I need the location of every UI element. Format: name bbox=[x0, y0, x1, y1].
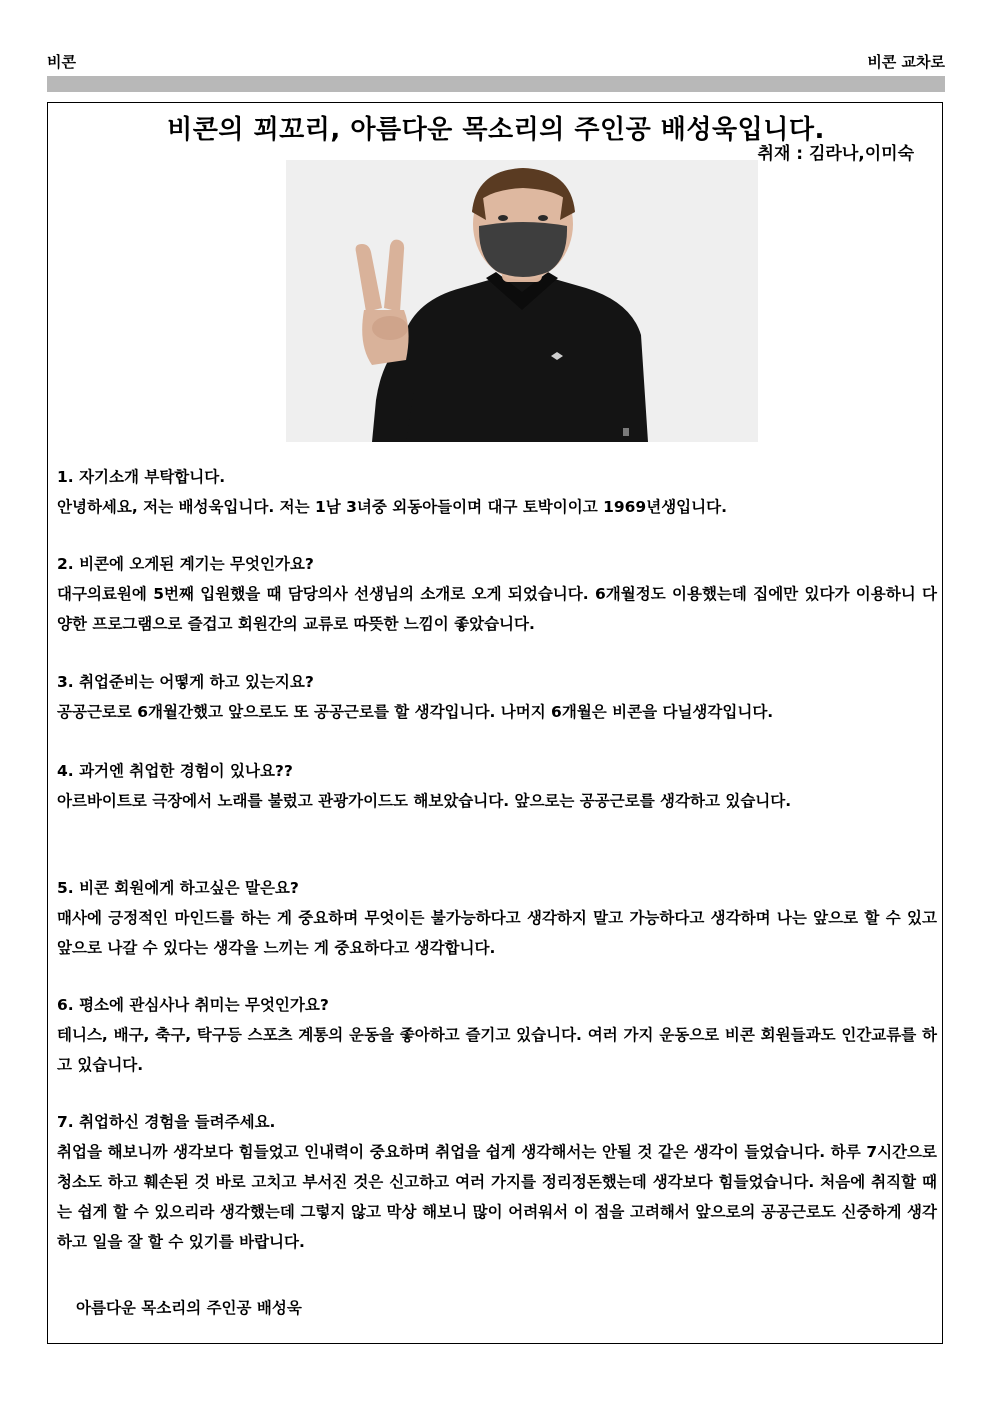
answer-1: 안녕하세요, 저는 배성욱입니다. 저는 1남 3녀중 외동아들이며 대구 토박이이고 1969년생입니다. bbox=[57, 498, 727, 516]
qa-item-3 bbox=[57, 667, 937, 727]
person-peace-sign-photo bbox=[286, 160, 758, 442]
article-frame bbox=[47, 102, 943, 1344]
answer-7: 취업을 해보니까 생각보다 힘들었고 인내력이 중요하며 취업을 쉽게 생각해서는 안될 것 같은 생각이 들었습니다. 하루 7시간으로 청소도 하고 훼손된 것 바로 고치고 부서진 것은 신고하고 여러 가지를 정리정돈했는데 생각보다 힘들었습니다. 처음에 취직할 때는 쉽게 할 수 있으리라 생각했는데 그렇지 않고 막상 해보니 많이 어려워서 이 점을 고려해서 앞으로의 공공근로도 신중하게 생각하고 일을 잘 할 수 있기를 바랍니다. bbox=[57, 1143, 937, 1251]
answer-4: 아르바이트로 극장에서 노래를 불렀고 관광가이드도 해보았습니다. 앞으로는 공공근로를 생각하고 있습니다. bbox=[57, 792, 792, 810]
question-5: 5. 비콘 회원에게 하고싶은 말은요? bbox=[57, 879, 299, 897]
article-title: 비콘의 꾀꼬리, 아름다운 목소리의 주인공 배성욱입니다. bbox=[167, 115, 825, 145]
answer-2: 대구의료원에 5번째 입원했을 때 담당의사 선생님의 소개로 오게 되었습니다. 6개월정도 이용했는데 집에만 있다가 이용하니 다양한 프로그램으로 즐겁고 회원간의 교류로 따뜻한 느낌이 좋았습니다. bbox=[57, 585, 937, 633]
closing-line: 아름다운 목소리의 주인공 배성욱 bbox=[76, 1299, 302, 1317]
qa-item-5 bbox=[57, 873, 937, 963]
qa-item-7 bbox=[57, 1107, 937, 1257]
answer-3: 공공근로로 6개월간했고 앞으로도 또 공공근로를 할 생각입니다. 나머지 6개월은 비콘을 다닐생각입니다. bbox=[57, 703, 774, 721]
qa-item-2 bbox=[57, 549, 937, 639]
question-3: 3. 취업준비는 어떻게 하고 있는지요? bbox=[57, 673, 314, 691]
header-bar bbox=[47, 76, 945, 92]
qa-item-6 bbox=[57, 990, 937, 1080]
question-1: 1. 자기소개 부탁합니다. bbox=[57, 468, 226, 486]
reporter-credit: 취재 : 김라나,이미숙 bbox=[757, 144, 914, 164]
question-4: 4. 과거엔 취업한 경험이 있나요?? bbox=[57, 762, 293, 780]
question-2: 2. 비콘에 오게된 계기는 무엇인가요? bbox=[57, 555, 314, 573]
qa-item-4 bbox=[57, 756, 937, 816]
answer-6: 테니스, 배구, 축구, 탁구등 스포츠 계통의 운동을 좋아하고 즐기고 있습니다. 여러 가지 운동으로 비콘 회원들과도 인간교류를 하고 있습니다. bbox=[57, 1026, 937, 1074]
header-left: 비콘 bbox=[47, 53, 76, 71]
qa-item-1 bbox=[57, 462, 937, 522]
question-7: 7. 취업하신 경험을 들려주세요. bbox=[57, 1113, 276, 1131]
question-6: 6. 평소에 관심사나 취미는 무엇인가요? bbox=[57, 996, 329, 1014]
answer-5: 매사에 긍정적인 마인드를 하는 게 중요하며 무엇이든 불가능하다고 생각하지 말고 가능하다고 생각하며 나는 앞으로 할 수 있고 앞으로 나갈 수 있다는 생각을 느끼는 게 중요하다고 생각합니다. bbox=[57, 909, 937, 957]
header-right: 비콘 교차로 bbox=[867, 53, 945, 71]
